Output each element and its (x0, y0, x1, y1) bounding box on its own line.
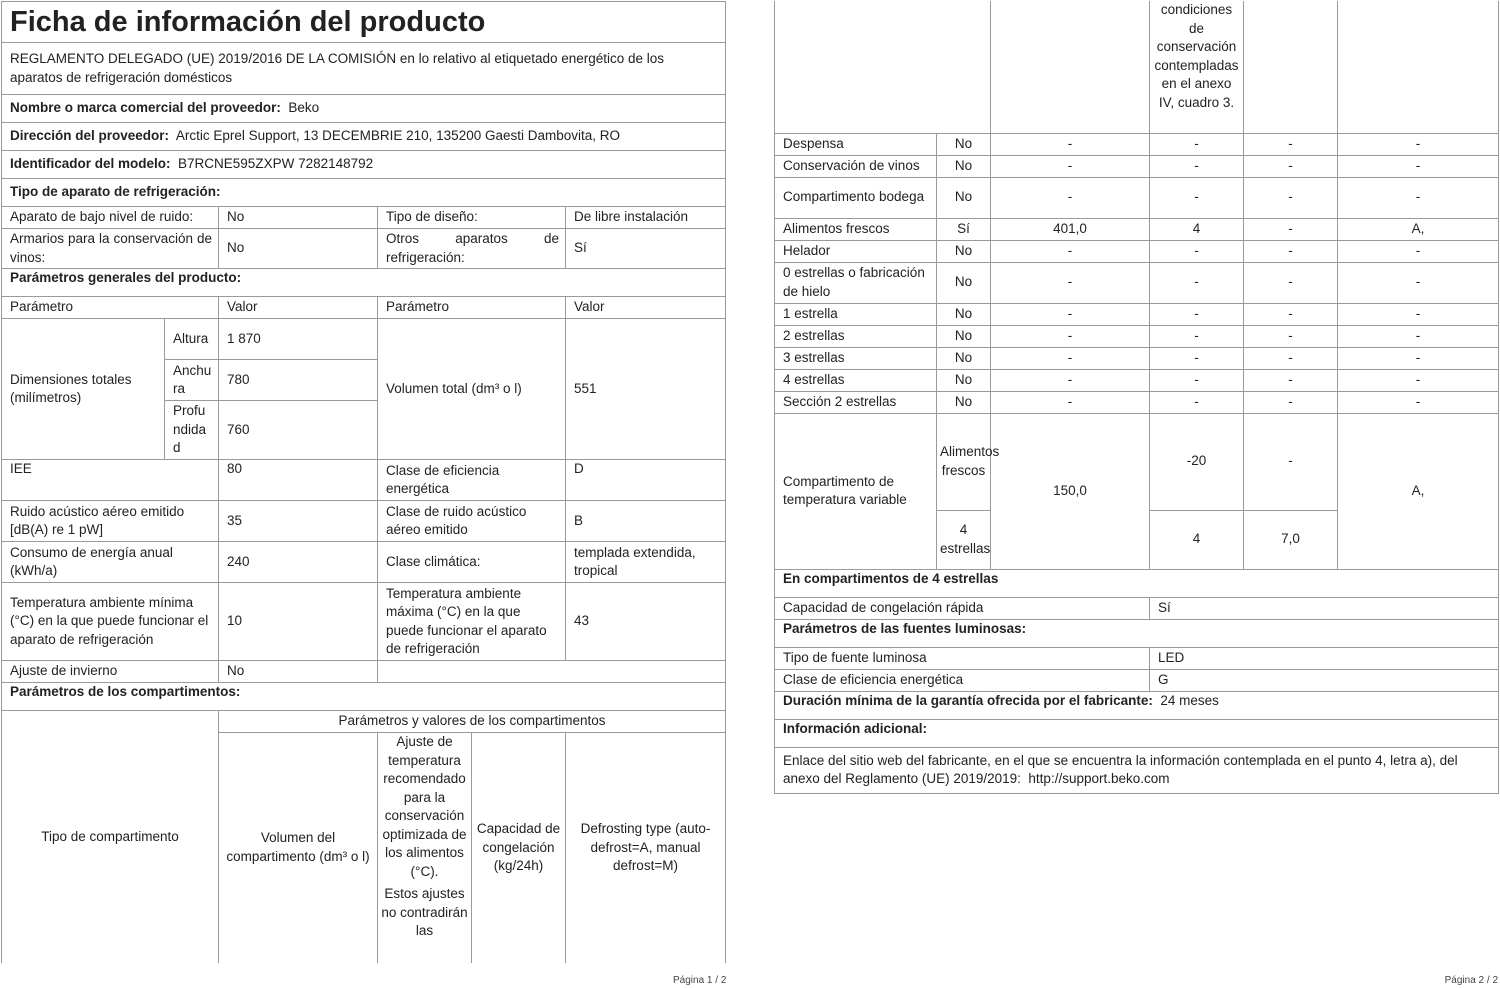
height-label: Altura (165, 319, 219, 360)
other-appliances-label: Otros aparatos de refrigeración: (378, 229, 566, 269)
model-value: B7RCNE595ZXPW 7282148792 (178, 156, 374, 172)
warranty-row (775, 691, 1499, 719)
comp-temp-header-cont: Estos ajustes no contradirán las (381, 886, 468, 938)
variable-freeze-1: - (1244, 413, 1338, 510)
compartment-name: 4 estrellas (775, 369, 937, 391)
compartment-name: Compartimento bodega (775, 177, 937, 218)
noise-value: 35 (219, 501, 378, 542)
address-row (2, 123, 726, 151)
compartment-volume: - (991, 155, 1150, 177)
table-row (775, 325, 1499, 347)
compartment-temp: - (1150, 177, 1244, 218)
compartment-volume: - (991, 391, 1150, 413)
manufacturer-link[interactable]: http://support.beko.com (1028, 771, 1170, 786)
compartment-name: Helador (775, 240, 937, 262)
compartment-volume: - (991, 262, 1150, 303)
compartment-present: No (937, 391, 991, 413)
total-volume-label: Volumen total (dm³ o l) (378, 319, 566, 460)
compartment-name: Conservación de vinos (775, 155, 937, 177)
design-type-label: Tipo de diseño: (378, 207, 566, 229)
supplier-label: Nombre o marca comercial del proveedor: (10, 100, 281, 116)
compartment-freeze: - (1244, 303, 1338, 325)
regulation-text: REGLAMENTO DELEGADO (UE) 2019/2016 DE LA COMISIÓN en lo relativo al etiquetado energético de los aparatos de refrigeración domésticos (2, 43, 726, 95)
compartment-present: No (937, 133, 991, 155)
col-value-right: Valor (566, 297, 726, 319)
climate-class-value: templada extendida, tropical (566, 542, 726, 583)
compartment-temp: 4 (1150, 218, 1244, 240)
compartment-name: Sección 2 estrellas (775, 391, 937, 413)
table-row (775, 218, 1499, 240)
compartment-volume: - (991, 240, 1150, 262)
page-title: Ficha de información del producto (2, 2, 726, 43)
additional-info-header: Información adicional: (775, 719, 1499, 747)
table-row (775, 240, 1499, 262)
cont-empty-1 (775, 1, 991, 133)
warranty-label: Duración mínima de la garantía ofrecida por el fabricante: (783, 692, 1153, 708)
general-params-header: Parámetros generales del producto: (2, 269, 726, 297)
compartment-freeze: - (1244, 218, 1338, 240)
cont-empty-2 (991, 1, 1150, 133)
compartment-present: No (937, 369, 991, 391)
wine-value: No (219, 229, 378, 269)
compartment-volume: 401,0 (991, 218, 1150, 240)
compartment-defrost: - (1338, 133, 1499, 155)
depth-value: 760 (219, 401, 378, 460)
light-class-value: G (1150, 669, 1499, 691)
width-value: 780 (219, 360, 378, 401)
compartment-freeze: - (1244, 155, 1338, 177)
compartment-present: No (937, 177, 991, 218)
table-row (775, 262, 1499, 303)
design-type-value: De libre instalación (566, 207, 726, 229)
compartment-volume: - (991, 177, 1150, 218)
page-number-1: Página 1 / 2 (673, 975, 727, 986)
supplier-value: Beko (288, 100, 320, 116)
table-row (775, 177, 1499, 218)
page-1 (0, 0, 730, 988)
warranty-value: 24 meses (1160, 692, 1219, 708)
compartment-present: Sí (937, 218, 991, 240)
compartment-present: No (937, 347, 991, 369)
compartment-name: Alimentos frescos (775, 218, 937, 240)
compartment-temp: - (1150, 325, 1244, 347)
compartment-defrost: - (1338, 347, 1499, 369)
annual-energy-value: 240 (219, 542, 378, 583)
compartment-freeze: - (1244, 391, 1338, 413)
compartment-temp: - (1150, 155, 1244, 177)
height-value: 1 870 (219, 319, 378, 360)
compartment-rows (775, 133, 1499, 413)
temp-header-continuation: condiciones de conservación contempladas en el anexo IV, cuadro 3. (1150, 1, 1244, 133)
model-row (2, 151, 726, 179)
total-volume-value: 551 (566, 319, 726, 460)
variable-temp-1: -20 (1150, 413, 1244, 510)
compartment-defrost: A, (1338, 218, 1499, 240)
comp-defrost-header: Defrosting type (auto-defrost=A, manual defrost=M) (566, 733, 726, 963)
table-row (775, 347, 1499, 369)
compartment-defrost: - (1338, 262, 1499, 303)
annual-energy-label: Consumo de energía anual (kWh/a) (2, 542, 219, 583)
comp-freeze-header: Capacidad de congelación (kg/24h) (472, 733, 566, 963)
four-star-header: En compartimentos de 4 estrellas (775, 569, 1499, 597)
compartment-freeze: - (1244, 240, 1338, 262)
compartment-name: 3 estrellas (775, 347, 937, 369)
cont-empty-3 (1244, 1, 1338, 133)
compartment-temp: - (1150, 133, 1244, 155)
variable-volume: 150,0 (991, 413, 1150, 569)
compartment-freeze: - (1244, 133, 1338, 155)
empty-cell (378, 661, 726, 683)
compartment-temp: - (1150, 303, 1244, 325)
compartment-defrost: - (1338, 177, 1499, 218)
compartment-temp: - (1150, 347, 1244, 369)
fast-freeze-label: Capacidad de congelación rápida (775, 597, 1150, 619)
cont-empty-4 (1338, 1, 1499, 133)
compartment-defrost: - (1338, 325, 1499, 347)
comp-values-header: Parámetros y valores de los compartimentos (219, 711, 726, 733)
light-type-value: LED (1150, 647, 1499, 669)
compartment-defrost: - (1338, 240, 1499, 262)
compartment-name: 0 estrellas o fabricación de hielo (775, 262, 937, 303)
other-appliances-value: Sí (566, 229, 726, 269)
additional-info-text: Enlace del sitio web del fabricante, en el que se encuentra la información contemplada en el punto 4, letra a), del anexo del Reglamento (UE) 2019/2019: (783, 752, 1458, 786)
variable-freeze-2: 7,0 (1244, 510, 1338, 569)
max-temp-label: Temperatura ambiente máxima (°C) en la que puede funcionar el aparato de refrigeración (378, 583, 566, 661)
compartment-present: No (937, 303, 991, 325)
winter-setting-label: Ajuste de invierno (2, 661, 219, 683)
comp-temp-header-text: Ajuste de temperatura recomendado para la conservación optimizada de los alimentos (°C). (382, 734, 467, 879)
supplier-row (2, 95, 726, 123)
light-type-label: Tipo de fuente luminosa (775, 647, 1150, 669)
variable-sub2-label: 4 estrellas (937, 510, 991, 569)
page-2 (773, 0, 1500, 988)
table-row (775, 391, 1499, 413)
table-row (775, 133, 1499, 155)
climate-class-label: Clase climática: (378, 542, 566, 583)
comp-type-header: Tipo de compartimento (2, 711, 219, 963)
table-row (775, 303, 1499, 325)
compartment-temp: - (1150, 240, 1244, 262)
table-row (775, 369, 1499, 391)
compartment-temp: - (1150, 262, 1244, 303)
appliance-type-header: Tipo de aparato de refrigeración: (2, 179, 726, 207)
compartment-name: 1 estrella (775, 303, 937, 325)
noise-class-value: B (566, 501, 726, 542)
min-temp-label: Temperatura ambiente mínima (°C) en la que puede funcionar el aparato de refrigeración (2, 583, 219, 661)
compartment-volume: - (991, 133, 1150, 155)
compartment-name: Despensa (775, 133, 937, 155)
low-noise-value: No (219, 207, 378, 229)
col-param-right: Parámetro (378, 297, 566, 319)
compartment-volume: - (991, 325, 1150, 347)
compartment-present: No (937, 262, 991, 303)
fast-freeze-value: Sí (1150, 597, 1499, 619)
compartment-volume: - (991, 347, 1150, 369)
compartments-table (774, 1, 1499, 794)
compartment-defrost: - (1338, 391, 1499, 413)
address-value: Arctic Eprel Support, 13 DECEMBRIE 210, 135200 Gaesti Dambovita, RO (175, 128, 621, 144)
variable-comp-label: Compartimento de temperatura variable (775, 413, 937, 569)
compartment-defrost: - (1338, 303, 1499, 325)
product-info-table (1, 1, 726, 963)
compartment-present: No (937, 240, 991, 262)
winter-setting-value: No (219, 661, 378, 683)
address-label: Dirección del proveedor: (10, 128, 170, 144)
comp-temp-header (378, 733, 472, 963)
compartment-freeze: - (1244, 347, 1338, 369)
low-noise-label: Aparato de bajo nivel de ruido: (2, 207, 219, 229)
compartment-volume: - (991, 303, 1150, 325)
max-temp-value: 43 (566, 583, 726, 661)
page-number-2: Página 2 / 2 (1444, 975, 1498, 986)
variable-sub1-label: Alimentos frescos (937, 413, 991, 510)
width-label: Anchura (165, 360, 219, 401)
compartment-temp: - (1150, 391, 1244, 413)
compartment-defrost: - (1338, 369, 1499, 391)
compartment-volume: - (991, 369, 1150, 391)
compartment-present: No (937, 155, 991, 177)
energy-class-label: Clase de eficiencia energética (378, 460, 566, 501)
col-param-left: Parámetro (2, 297, 219, 319)
light-source-header: Parámetros de las fuentes luminosas: (775, 619, 1499, 647)
noise-class-label: Clase de ruido acústico aéreo emitido (378, 501, 566, 542)
compartment-freeze: - (1244, 325, 1338, 347)
noise-label: Ruido acústico aéreo emitido [dB(A) re 1 pW] (2, 501, 219, 542)
min-temp-value: 10 (219, 583, 378, 661)
compartment-freeze: - (1244, 262, 1338, 303)
compartment-temp: - (1150, 369, 1244, 391)
compartment-freeze: - (1244, 177, 1338, 218)
compartment-name: 2 estrellas (775, 325, 937, 347)
variable-temp-2: 4 (1150, 510, 1244, 569)
model-label: Identificador del modelo: (10, 156, 171, 172)
eei-label: IEE (2, 460, 219, 501)
col-value-left: Valor (219, 297, 378, 319)
compartment-defrost: - (1338, 155, 1499, 177)
table-row (775, 155, 1499, 177)
energy-class-value: D (566, 460, 726, 501)
compartment-present: No (937, 325, 991, 347)
variable-defrost: A, (1338, 413, 1499, 569)
compartments-header: Parámetros de los compartimentos: (2, 683, 726, 711)
compartment-freeze: - (1244, 369, 1338, 391)
additional-info-row (775, 747, 1499, 793)
wine-label: Armarios para la conservación de vinos: (2, 229, 219, 269)
dimensions-label: Dimensiones totales (milímetros) (2, 319, 165, 460)
light-class-label: Clase de eficiencia energética (775, 669, 1150, 691)
depth-label: Profundidad (165, 401, 219, 460)
eei-value: 80 (219, 460, 378, 501)
comp-volume-header: Volumen del compartimento (dm³ o l) (219, 733, 378, 963)
